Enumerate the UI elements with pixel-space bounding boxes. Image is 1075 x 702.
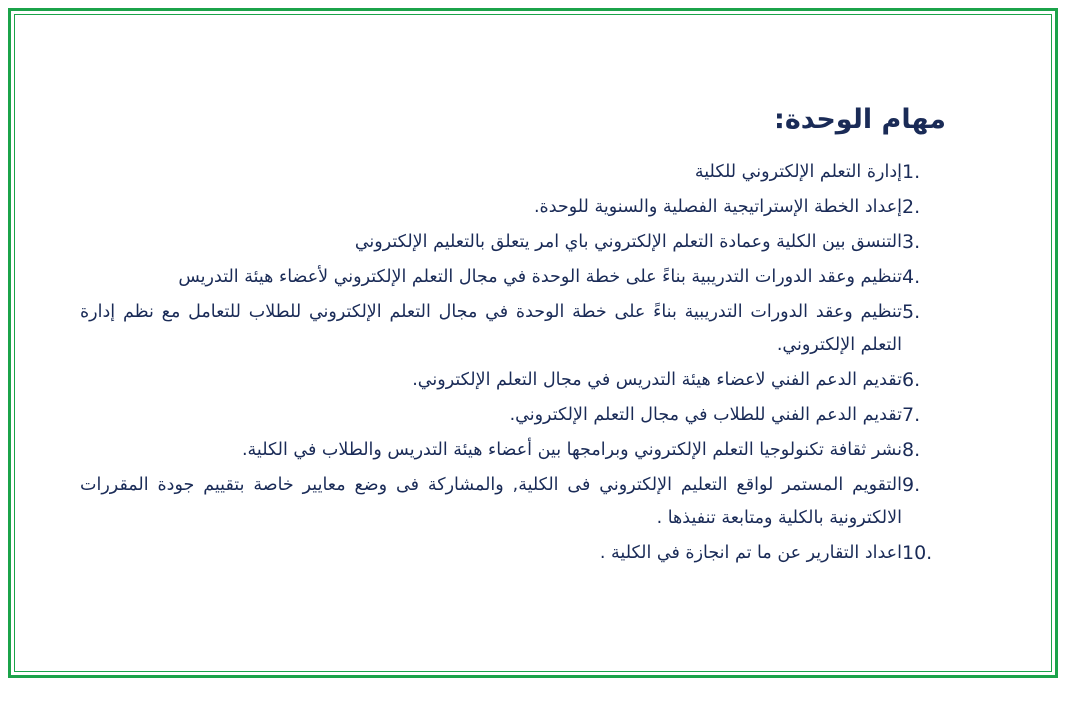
task-list	[80, 156, 946, 570]
item-number: 2.	[902, 196, 921, 218]
item-text: نشر ثقافة تكنولوجيا التعلم الإلكتروني وبرامجها بين أعضاء هيئة التدريس والطلاب في الكلية.	[241, 440, 902, 460]
item-number: 5.	[902, 301, 921, 323]
list-item	[80, 156, 946, 189]
list-item	[80, 399, 946, 432]
item-text: تقديم الدعم الفني للطلاب في مجال التعلم الإلكتروني.	[509, 405, 902, 425]
item-text: إدارة التعلم الإلكتروني للكلية	[694, 162, 902, 182]
item-number: 10.	[902, 542, 933, 564]
list-item	[80, 537, 946, 570]
item-number: 8.	[902, 439, 921, 461]
page-title: مهام الوحدة:	[774, 104, 946, 135]
item-number: 9.	[902, 474, 921, 496]
item-text: التقويم المستمر لواقع التعليم الإلكتروني فى الكلية, والمشاركة فى وضع معايير خاصة بتقييم جودة المقررات الالكترونية بالكلية ومتابعة تنفيذها .	[80, 475, 902, 528]
document-body	[80, 98, 946, 572]
item-text: تنظيم وعقد الدورات التدريبية بناءً على خطة الوحدة في مجال التعلم الإلكتروني لأعضاء هيئة التدريس	[178, 267, 902, 287]
list-item	[80, 434, 946, 467]
list-item	[80, 296, 946, 362]
item-text: تقديم الدعم الفني لاعضاء هيئة التدريس في مجال التعلم الإلكتروني.	[412, 370, 902, 390]
item-number: 6.	[902, 369, 921, 391]
item-number: 7.	[902, 404, 921, 426]
item-number: 4.	[902, 266, 921, 288]
list-item	[80, 364, 946, 397]
list-item	[80, 261, 946, 294]
item-text: اعداد التقارير عن ما تم انجازة في الكلية .	[599, 543, 902, 563]
list-item	[80, 191, 946, 224]
item-text: التنسق بين الكلية وعمادة التعلم الإلكتروني باي امر يتعلق بالتعليم الإلكتروني	[354, 232, 902, 252]
item-number: 1.	[902, 161, 921, 183]
list-item	[80, 469, 946, 535]
item-text: إعداد الخطة الإستراتيجية الفصلية والسنوية للوحدة.	[533, 197, 902, 217]
item-text: تنظيم وعقد الدورات التدريبية بناءً على خطة الوحدة في مجال التعلم الإلكتروني للطلاب للتعامل مع نظم إدارة التعلم الإلكتروني.	[80, 302, 902, 355]
item-number: 3.	[902, 231, 921, 253]
list-item	[80, 226, 946, 259]
